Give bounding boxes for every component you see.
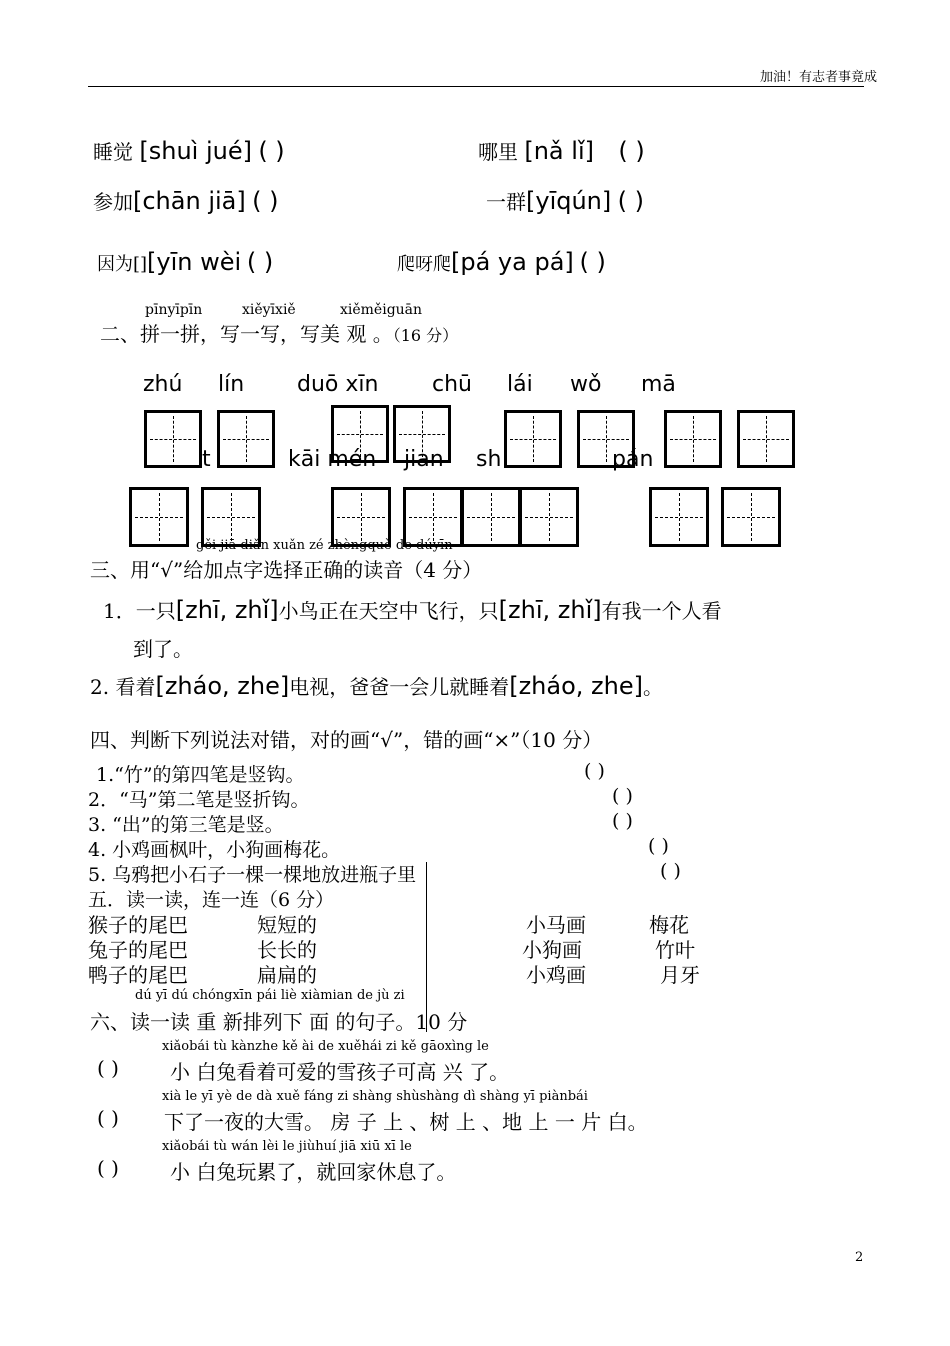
pinyin: [nǎ lǐ]: [524, 137, 594, 165]
pinyin: [shuì jué]: [139, 137, 252, 165]
pinyin: [yīqún]: [526, 187, 612, 215]
header-rule: [88, 86, 864, 87]
judge-item-3: 3. “出”的第三笔是竖。: [88, 814, 284, 836]
sentence-paren-3: ( ): [97, 1156, 119, 1180]
judge-paren-1: ( ): [584, 760, 605, 782]
pinyin-item-1: [93, 136, 285, 165]
match-right1-1: 小马画: [526, 913, 586, 937]
row2-pinyin-1: t: [202, 447, 211, 472]
word: 哪里: [478, 140, 518, 164]
q1-pinyin-2: [zhī, zhǐ]: [498, 596, 602, 624]
judge-item-4: 4. 小鸡画枫叶，小狗画梅花。: [88, 839, 341, 861]
header-motto: 加油！有志者事竟成: [760, 70, 878, 85]
word: 睡觉: [93, 140, 133, 164]
writing-box[interactable]: [129, 487, 189, 547]
match-left-2: 兔子的尾巴: [88, 938, 188, 962]
row2-pinyin-3: jian: [404, 447, 444, 472]
sentence-ruby-3: xiǎobái tù wán lèi le jiùhuí jiā xiū xī le: [162, 1139, 412, 1154]
writing-box[interactable]: [144, 410, 202, 468]
match-left-3: 鸭子的尾巴: [88, 963, 188, 987]
sentence-paren-1: ( ): [97, 1056, 119, 1080]
row2-pinyin-4: sh: [476, 447, 502, 472]
row2-pinyin-5: pán: [612, 447, 654, 472]
writing-box[interactable]: [664, 410, 722, 468]
q2-pinyin-1: [zháo, zhe]: [155, 672, 290, 700]
writing-box[interactable]: [649, 487, 709, 547]
row1-pinyin-3: duō xīn: [297, 372, 379, 397]
sentence-text-3: 小 白兔玩累了，就回家休息了。: [170, 1160, 457, 1184]
section6-title: 六、读一读 重 新排列下 面 的句子。10 分: [90, 1010, 468, 1034]
answer-paren: ( ): [617, 187, 644, 215]
word: 爬呀爬: [397, 254, 451, 275]
row1-pinyin-2: lín: [218, 372, 245, 397]
judge-paren-4: ( ): [648, 835, 669, 857]
match-mid-1: 短短的: [257, 913, 317, 937]
section2-title: [100, 318, 458, 347]
q2-text-a: 2. 看着: [90, 675, 156, 699]
answer-paren: ( ): [618, 137, 645, 165]
sentence-paren-2: ( ): [97, 1106, 119, 1130]
pinyin-item-4: [486, 186, 644, 215]
section6-ruby: dú yī dú chóngxīn pái liè xiàmian de jù zi: [135, 988, 405, 1003]
row1-pinyin-1: zhú: [143, 372, 183, 397]
judge-paren-3: ( ): [612, 810, 633, 832]
row1-pinyin-7: mā: [641, 372, 676, 397]
answer-paren: ( ): [252, 187, 279, 215]
match-right2-2: 竹叶: [655, 938, 695, 962]
answer-paren: ( ): [579, 248, 606, 276]
judge-item-2: 2．“马”第二笔是竖折钩。: [88, 789, 310, 811]
q2-text-c: 。: [642, 675, 663, 699]
answer-paren: ( ): [246, 248, 274, 276]
match-right1-3: 小鸡画: [526, 963, 586, 987]
writing-box[interactable]: [721, 487, 781, 547]
writing-box[interactable]: [331, 405, 389, 463]
section4-title: 四、判断下列说法对错，对的画“√”，错的画“×”（10 分）: [90, 728, 603, 752]
match-right2-3: 月牙: [660, 963, 700, 987]
pinyin-item-3: [93, 186, 278, 215]
pinyin-item-2: [478, 136, 645, 165]
answer-paren: ( ): [258, 137, 285, 165]
sentence-ruby-1: xiǎobái tù kànzhe kě ài de xuěhái zi kě gāoxìng le: [162, 1039, 489, 1054]
section3-q1-cont: 到了。: [133, 637, 193, 661]
match-right1-2: 小狗画: [522, 938, 582, 962]
section3-q1: [103, 595, 722, 624]
pinyin: [pá ya pá]: [451, 248, 574, 276]
ruby-2: xiěyīxiě: [242, 302, 296, 318]
writing-box[interactable]: [577, 410, 635, 468]
section3-title: 三、用“√”给加点字选择正确的读音（4 分）: [90, 558, 483, 582]
ruby-3: xiěměiguān: [340, 302, 423, 318]
judge-paren-2: ( ): [612, 785, 633, 807]
score: （16 分）: [392, 326, 459, 345]
pinyin-item-5: [97, 248, 273, 276]
writing-box[interactable]: [461, 487, 521, 547]
pinyin-item-6: [397, 248, 606, 276]
match-mid-3: 扁扁的: [257, 963, 317, 987]
row2-pinyin-2: kāi mén: [288, 447, 377, 472]
judge-item-1: 1.“竹”的第四笔是竖钩。: [96, 764, 305, 786]
sentence-ruby-2: xià le yī yè de dà xuě fáng zi shàng shùshàng dì shàng yī piànbái: [162, 1089, 588, 1104]
q1-text-b: 小鸟正在天空中飞行，只: [278, 599, 499, 623]
word: 参加: [93, 190, 133, 214]
writing-box[interactable]: [393, 405, 451, 463]
word: 一群: [486, 190, 526, 214]
q1-text-a: 1．一只: [103, 599, 176, 623]
q1-text-c: 有我一个人看: [601, 599, 722, 623]
row1-pinyin-5: lái: [507, 372, 533, 397]
pinyin: [chān jiā]: [133, 187, 246, 215]
word: 因为[]: [97, 254, 148, 275]
q1-pinyin-1: [zhī, zhǐ]: [175, 596, 279, 624]
ruby-1: pīnyīpīn: [145, 302, 203, 318]
match-right2-1: 梅花: [649, 913, 689, 937]
sentence-text-2: 下了一夜的大雪。 房 子 上 、树 上 、地 上 一 片 白。: [164, 1110, 648, 1134]
writing-box[interactable]: [519, 487, 579, 547]
section5-title: 五．读一读，连一连（6 分）: [88, 889, 335, 911]
pinyin: [yīn wèi: [147, 248, 242, 276]
sentence-text-1: 小 白兔看着可爱的雪孩子可高 兴 了。: [170, 1060, 510, 1084]
judge-item-5: 5. 乌鸦把小石子一棵一棵地放进瓶子里: [88, 864, 417, 886]
title-text: 二、拼一拼，写一写，写美 观 。: [100, 322, 393, 346]
page-number: 2: [855, 1250, 864, 1265]
section3-ruby: gěi jiā diǎn xuǎn zé zhèngquè de dúyīn: [196, 538, 453, 553]
row1-pinyin-4: chū: [432, 372, 472, 397]
q2-pinyin-2: [zháo, zhe]: [509, 672, 643, 700]
match-left-1: 猴子的尾巴: [88, 913, 188, 937]
section3-q2: [90, 671, 663, 700]
writing-box[interactable]: [504, 410, 562, 468]
judge-paren-5: ( ): [660, 860, 681, 882]
row1-pinyin-6: wǒ: [570, 372, 602, 397]
match-mid-2: 长长的: [257, 938, 317, 962]
writing-box[interactable]: [737, 410, 795, 468]
q2-text-b: 电视，爸爸一会儿就睡着: [289, 675, 510, 699]
writing-box[interactable]: [217, 410, 275, 468]
